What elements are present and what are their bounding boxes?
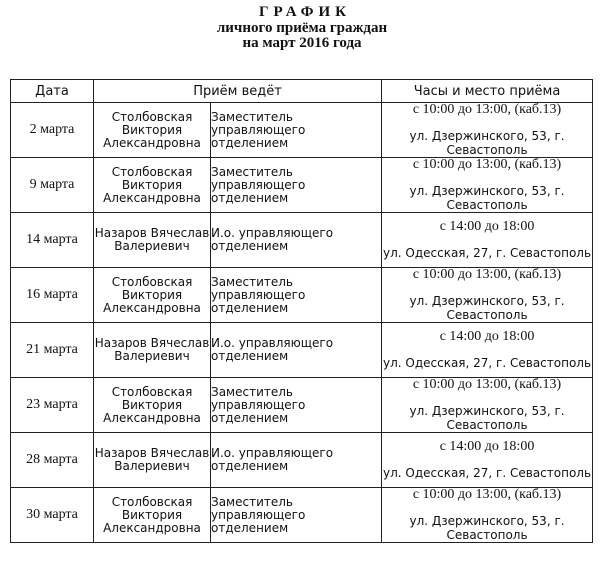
person-line: Назаров Вячеслав	[94, 336, 210, 350]
position-line: И.о. управляющего	[211, 336, 334, 350]
cell-position	[211, 378, 382, 433]
position-line: Заместитель управляющего	[211, 109, 306, 137]
cell-date: 23 марта	[11, 378, 94, 433]
person-line: Столбовская	[111, 164, 193, 179]
cell-date: 14 марта	[11, 213, 94, 268]
position-line: И.о. управляющего	[211, 226, 334, 240]
cell-person	[94, 378, 211, 433]
schedule-table-body	[11, 103, 593, 543]
table-row	[11, 213, 593, 268]
cell-person	[94, 433, 211, 488]
cell-date: 2 марта	[11, 103, 94, 158]
cell-person	[94, 323, 211, 378]
position-line: Заместитель управляющего	[211, 164, 306, 192]
cell-position	[211, 268, 382, 323]
cell-date: 9 марта	[11, 158, 94, 213]
person-line: Валериевич	[114, 349, 190, 363]
reception-time: с 14:00 до 18:00	[439, 439, 535, 454]
position-line: отделением	[211, 520, 289, 535]
cell-position	[211, 323, 382, 378]
person-line: Назаров Вячеслав	[94, 446, 210, 460]
cell-hours-place	[382, 378, 593, 433]
person-line: Александровна	[103, 190, 201, 205]
person-line: Столбовская	[111, 494, 193, 509]
reception-address: ул. Дзержинского, 53, г. Севастополь	[409, 184, 565, 212]
cell-person	[94, 158, 211, 213]
cell-position	[211, 213, 382, 268]
position-line: Заместитель управляющего	[211, 494, 306, 522]
table-row	[11, 158, 593, 213]
cell-position	[211, 158, 382, 213]
cell-person	[94, 103, 211, 158]
reception-address: ул. Дзержинского, 53, г. Севастополь	[409, 129, 565, 157]
reception-time: с 10:00 до 13:00, (каб.13)	[412, 377, 562, 392]
column-header-host: Приём ведёт	[94, 80, 382, 103]
position-line: отделением	[211, 300, 289, 315]
table-row	[11, 103, 593, 158]
position-line: отделением	[211, 349, 289, 363]
person-line: Александровна	[103, 410, 201, 425]
person-line: Виктория	[121, 397, 183, 412]
cell-person	[94, 488, 211, 543]
cell-hours-place	[382, 268, 593, 323]
position-line: Заместитель управляющего	[211, 274, 306, 302]
person-line: Александровна	[103, 300, 201, 315]
person-line: Валериевич	[114, 459, 190, 473]
position-line: отделением	[211, 459, 289, 473]
position-line: отделением	[211, 239, 289, 253]
reception-address: ул. Одесская, 27, г. Севастополь	[382, 466, 592, 480]
column-header-hours-place: Часы и место приёма	[382, 80, 593, 103]
cell-position	[211, 103, 382, 158]
table-row	[11, 433, 593, 488]
cell-person	[94, 268, 211, 323]
position-line: отделением	[211, 190, 289, 205]
reception-time: с 14:00 до 18:00	[439, 329, 535, 344]
table-row	[11, 323, 593, 378]
document-title: ГРАФИК	[258, 4, 352, 20]
document-header	[0, 4, 604, 51]
table-row	[11, 378, 593, 433]
person-line: Столбовская	[111, 274, 193, 289]
reception-time: с 10:00 до 13:00, (каб.13)	[412, 267, 562, 282]
position-line: И.о. управляющего	[211, 446, 334, 460]
position-line: Заместитель управляющего	[211, 384, 306, 412]
reception-address: ул. Дзержинского, 53, г. Севастополь	[409, 294, 565, 322]
cell-date: 28 марта	[11, 433, 94, 488]
document-subtitle-line-2: на март 2016 года	[242, 35, 362, 51]
cell-hours-place	[382, 323, 593, 378]
person-line: Александровна	[103, 135, 201, 150]
schedule-table	[10, 79, 593, 543]
reception-time: с 14:00 до 18:00	[439, 219, 535, 234]
cell-person	[94, 213, 211, 268]
person-line: Виктория	[121, 122, 183, 137]
column-header-date: Дата	[11, 80, 94, 103]
person-line: Валериевич	[114, 239, 190, 253]
reception-time: с 10:00 до 13:00, (каб.13)	[412, 102, 562, 117]
table-row	[11, 488, 593, 543]
cell-hours-place	[382, 103, 593, 158]
person-line: Виктория	[121, 287, 183, 302]
cell-date: 16 марта	[11, 268, 94, 323]
document-subtitle-line-1: личного приёма граждан	[216, 20, 388, 36]
cell-hours-place	[382, 213, 593, 268]
reception-address: ул. Дзержинского, 53, г. Севастополь	[409, 514, 565, 542]
cell-hours-place	[382, 488, 593, 543]
position-line: отделением	[211, 410, 289, 425]
person-line: Столбовская	[111, 384, 193, 399]
cell-hours-place	[382, 158, 593, 213]
person-line: Назаров Вячеслав	[94, 226, 210, 240]
person-line: Виктория	[121, 507, 183, 522]
reception-address: ул. Одесская, 27, г. Севастополь	[382, 356, 592, 370]
cell-position	[211, 488, 382, 543]
person-line: Александровна	[103, 520, 201, 535]
person-line: Столбовская	[111, 109, 193, 124]
cell-hours-place	[382, 433, 593, 488]
cell-position	[211, 433, 382, 488]
reception-address: ул. Одесская, 27, г. Севастополь	[382, 246, 592, 260]
reception-time: с 10:00 до 13:00, (каб.13)	[412, 487, 562, 502]
person-line: Виктория	[121, 177, 183, 192]
position-line: отделением	[211, 135, 289, 150]
reception-address: ул. Дзержинского, 53, г. Севастополь	[409, 404, 565, 432]
table-row	[11, 268, 593, 323]
cell-date: 21 марта	[11, 323, 94, 378]
cell-date: 30 марта	[11, 488, 94, 543]
table-header-row	[11, 80, 593, 103]
reception-time: с 10:00 до 13:00, (каб.13)	[412, 157, 562, 172]
